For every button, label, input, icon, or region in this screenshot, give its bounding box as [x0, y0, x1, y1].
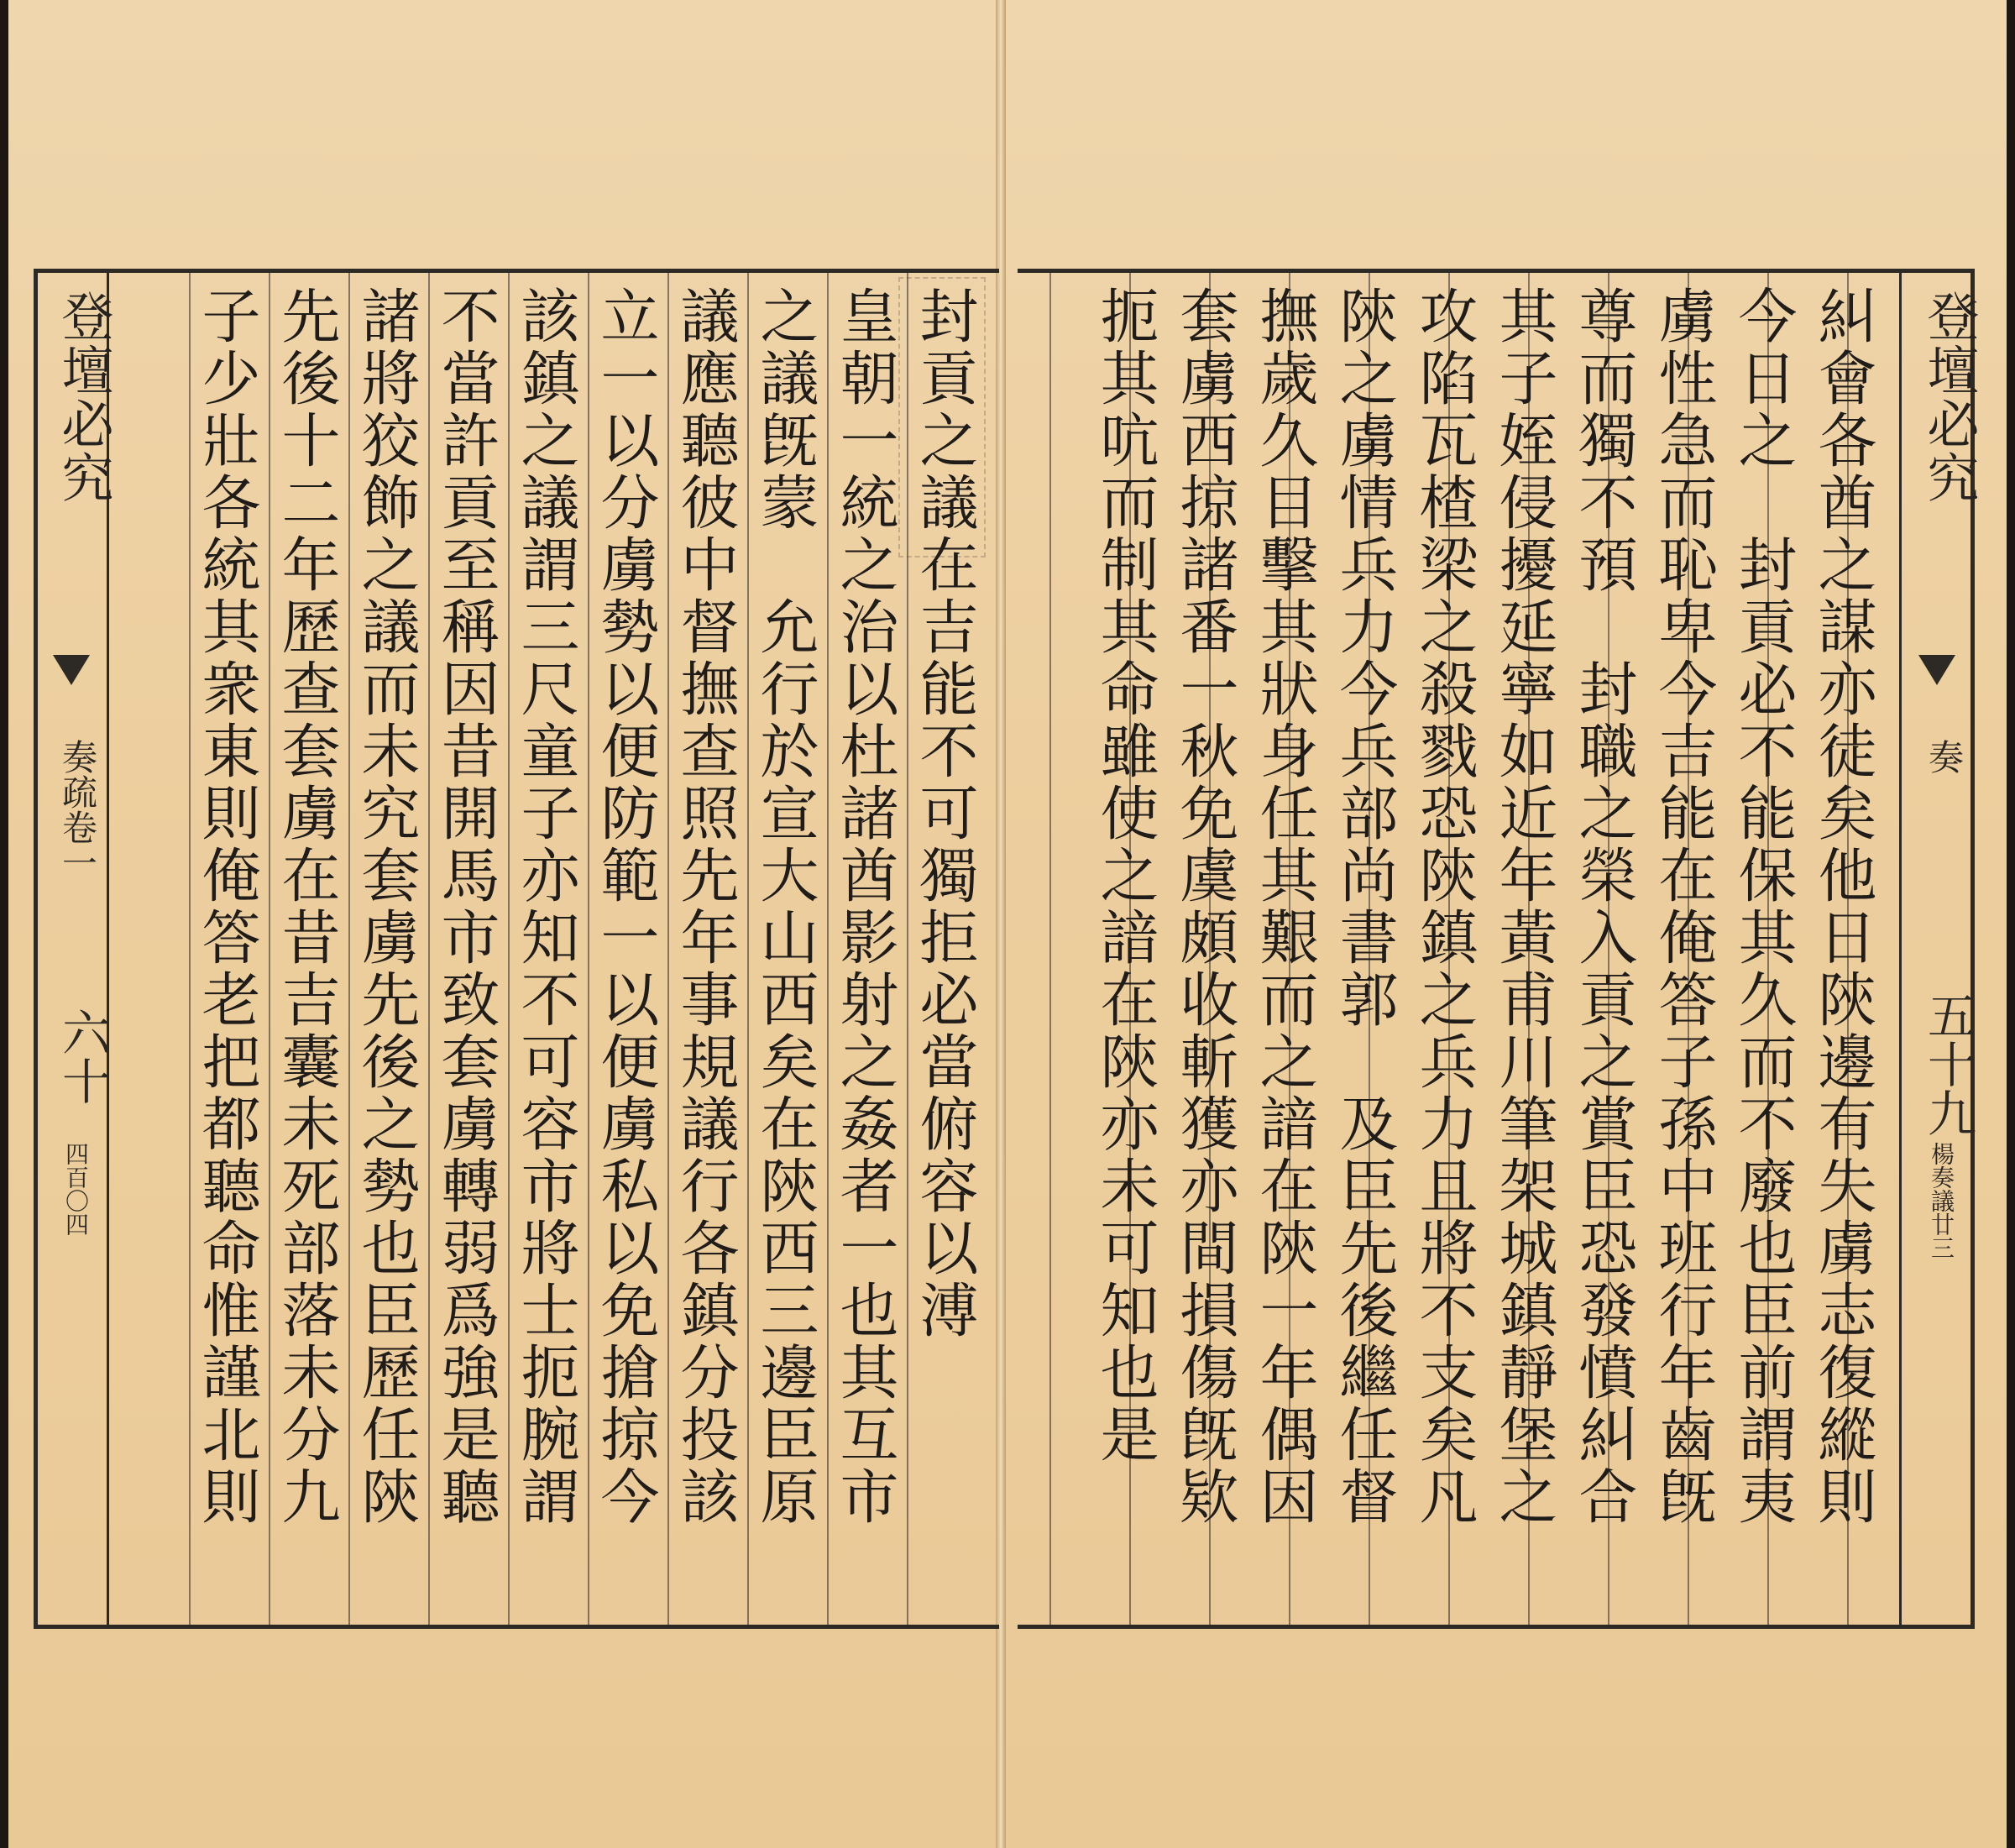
text-column: 之議旣蒙 允行於宣大山西矣在陝西三邊臣原 [751, 285, 819, 1528]
text-column: 諸將狡飾之議而未究套虜先後之勢也臣歷任陝 [352, 285, 421, 1528]
left-banner-count: 四百〇四 [62, 1142, 90, 1236]
text-column: 糾會各酋之謀亦徒矣他日陝邊有失虜志復縱則 [1808, 285, 1877, 1528]
text-column: 今日之 封貢必不能保其久而不廢也臣前謂夷 [1729, 285, 1798, 1528]
column-rule [827, 273, 829, 1625]
text-column: 攻陷瓦楂梁之殺戮恐陝鎮之兵力且將不支矣凡 [1410, 285, 1479, 1528]
right-banner-page-number: 五十九 [1919, 991, 1976, 1137]
column-rule [1049, 273, 1051, 1625]
left-banner-page-number: 六十 [54, 1008, 111, 1105]
text-column: 其子姪侵擾延寧如近年黃甫川筆架城鎮靜堡之 [1489, 285, 1558, 1528]
text-column: 陝之虜情兵力今兵部尚書郭 及臣先後繼任督 [1330, 285, 1399, 1528]
column-rule [269, 273, 270, 1625]
text-column: 虜性急而恥卑今吉能在俺答子孫中班行年齒旣 [1649, 285, 1718, 1528]
text-column: 撫歲久目擊其狀身任其艱而之諳在陝一年偶因 [1250, 285, 1319, 1528]
column-rule [348, 273, 350, 1625]
text-column: 議應聽彼中督撫查照先年事規議行各鎮分投該 [671, 285, 740, 1528]
text-column: 尊而獨不預 封職之榮入貢之賞臣恐發憤糾合 [1569, 285, 1638, 1528]
left-banner-title: 登壇必究 [53, 290, 114, 505]
text-column: 立一以分虜勢以便防範一以便虜私以免搶掠今 [591, 285, 660, 1528]
column-rule [588, 273, 589, 1625]
right-banner-title: 登壇必究 [1918, 290, 1980, 505]
column-rule [428, 273, 430, 1625]
column-rule [747, 273, 749, 1625]
column-rule [667, 273, 669, 1625]
right-fishtail-mark [1918, 655, 1955, 685]
text-column: 皇朝一統之治以杜諸酋影射之姦者一也其互市 [830, 285, 899, 1528]
left-banner-chapter: 奏疏卷一 [57, 739, 98, 880]
text-column: 扼其吭而制其命雖使之諳在陝亦未可知也是 [1091, 285, 1159, 1466]
column-rule [189, 273, 191, 1625]
text-column: 子少壯各統其衆東則俺答老把都聽命惟謹北則 [192, 285, 261, 1528]
column-rule [508, 273, 510, 1625]
text-column: 封貢之議在吉能不可獨拒必當俯容以溥 [910, 285, 979, 1342]
left-fishtail-mark [53, 655, 90, 685]
text-column: 先後十二年歷查套虜在昔吉囊未死部落未分九 [272, 285, 341, 1528]
right-banner-count: 楊奏議廿三 [1928, 1142, 1955, 1259]
text-column: 該鎮之議謂三尺童子亦知不可容市將士扼腕謂 [511, 285, 580, 1528]
text-column: 不當許貢至稱因昔開馬市致套虜轉弱爲強是聽 [432, 285, 500, 1528]
right-banner-chapter: 奏 [1923, 739, 1965, 774]
text-column: 套虜西掠諸番一秋免虞頗收斬獲亦間損傷旣欵 [1170, 285, 1239, 1528]
